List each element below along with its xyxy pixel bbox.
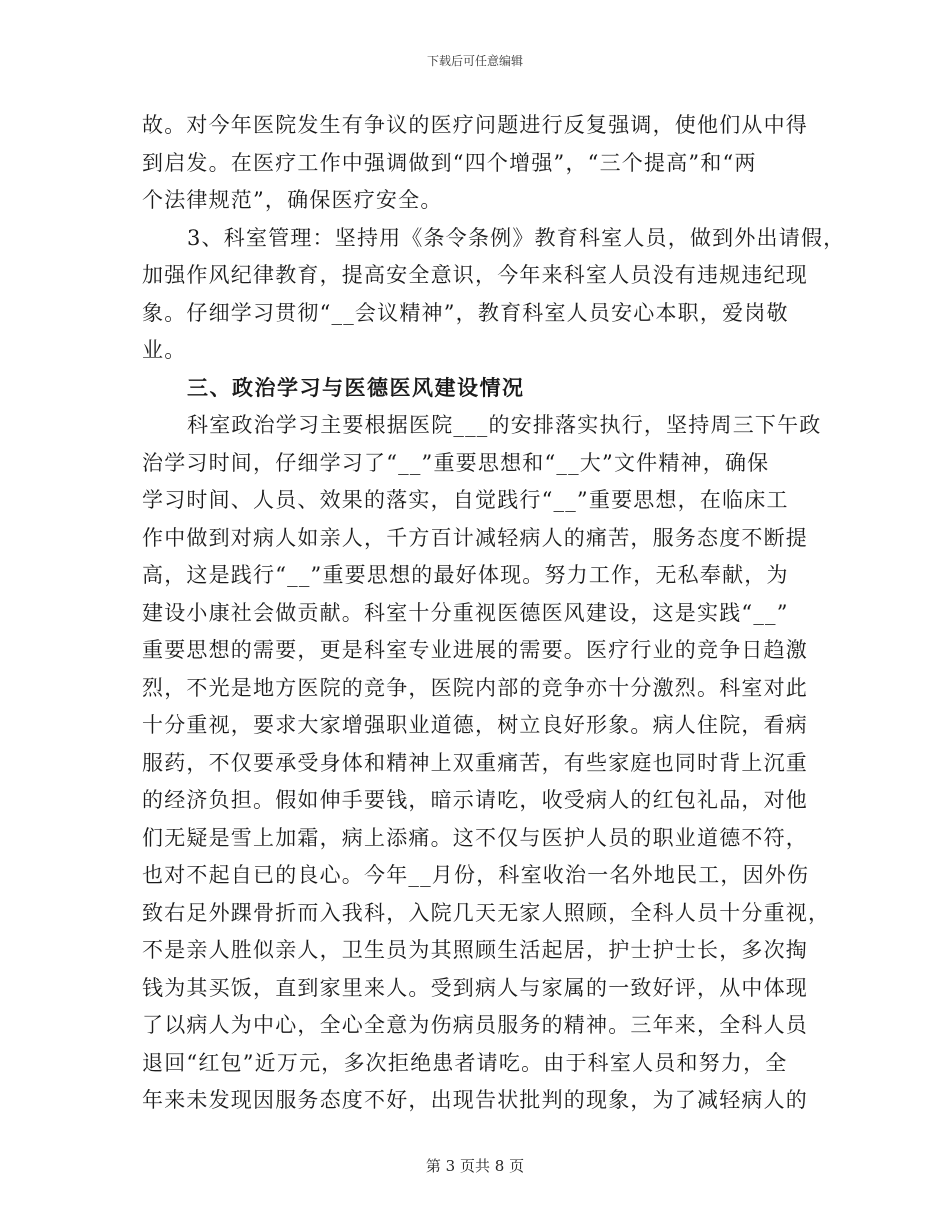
text-line: 业。 [142, 338, 187, 362]
text-line: 个法律规范”，确保医疗安全。 [142, 188, 443, 212]
paragraph [142, 220, 846, 370]
text-line: 3、科室管理：坚持用《条令条例》教育科室人员，做到外出请假， [187, 225, 846, 250]
text-line: 科室政治学习主要根据医院___的安排落实执行，坚持周三下午政 [187, 413, 822, 437]
text-line: 故。对今年医院发生有争议的医疗问题进行反复强调，使他们从中得 [142, 113, 808, 137]
text-line: 治学习时间，仔细学习了“__”重要思想和“__大”文件精神，确保 [142, 450, 770, 475]
document-body [142, 107, 846, 1120]
text-line: 钱为其买饭，直到家里来人。受到病人与家属的一致好评，从中体现 [142, 975, 808, 1000]
text-line: 烈，不光是地方医院的竞争，医院内部的竞争亦十分激烈。科室对此 [142, 675, 808, 700]
text-line: 致右足外踝骨折而入我科，入院几天无家人照顾，全科人员十分重视， [142, 900, 831, 925]
text-line: 学习时间、人员、效果的落实，自觉践行“__”重要思想，在临床工 [142, 488, 789, 512]
text-line: 十分重视，要求大家增强职业道德，树立良好形象。病人住院，看病 [142, 713, 808, 737]
text-line: 服药，不仅要承受身体和精神上双重痛苦，有些家庭也同时背上沉重 [142, 750, 808, 775]
text-line: 年来未发现因服务态度不好，出现告状批判的现象，为了减轻病人的 [142, 1088, 808, 1112]
text-line: 高，这是践行“__”重要思想的最好体现。努力工作，无私奉献，为 [142, 563, 789, 587]
text-line: 也对不起自已的良心。今年__月份，科室收治一名外地民工，因外伤 [142, 863, 810, 887]
text-line: 不是亲人胜似亲人，卫生员为其照顾生活起居，护士护士长，多次掏 [142, 938, 808, 962]
text-line: 们无疑是雪上加霜，病上添痛。这不仅与医护人员的职业道德不符， [142, 825, 808, 850]
paragraph [142, 407, 831, 1120]
text-line: 了以病人为中心，全心全意为伤病员服务的精神。三年来，全科人员 [142, 1013, 808, 1037]
text-line: 象。仔细学习贯彻“__会议精神”，教育科室人员安心本职，爱岗敬 [142, 300, 789, 325]
text-line: 到启发。在医疗工作中强调做到“四个增强”，“三个提高”和“两 [142, 150, 757, 175]
paragraph [142, 107, 817, 220]
text-line: 重要思想的需要，更是科室专业进展的需要。医疗行业的竞争日趋激 [142, 638, 808, 662]
text-line: 作中做到对病人如亲人，千方百计减轻病人的痛苦，服务态度不断提 [142, 525, 808, 550]
section-heading [142, 370, 817, 408]
text-line: 的经济负担。假如伸手要钱，暗示请吃，收受病人的红包礼品，对他 [142, 788, 808, 812]
page-footer: 第 3 页共 8 页 [425, 1157, 525, 1175]
text-line: 建设小康社会做贡献。科室十分重视医德医风建设，这是实践“__” [142, 600, 789, 625]
heading-text: 三、政治学习与医德医风建设情况 [187, 375, 525, 400]
text-line: 退回“红包”近万元，多次拒绝患者请吃。由于科室人员和努力，全 [142, 1050, 788, 1075]
text-line: 加强作风纪律教育，提高安全意识，今年来科室人员没有违规违纪现 [142, 263, 808, 287]
page-header: 下载后可任意编辑 [426, 54, 523, 68]
